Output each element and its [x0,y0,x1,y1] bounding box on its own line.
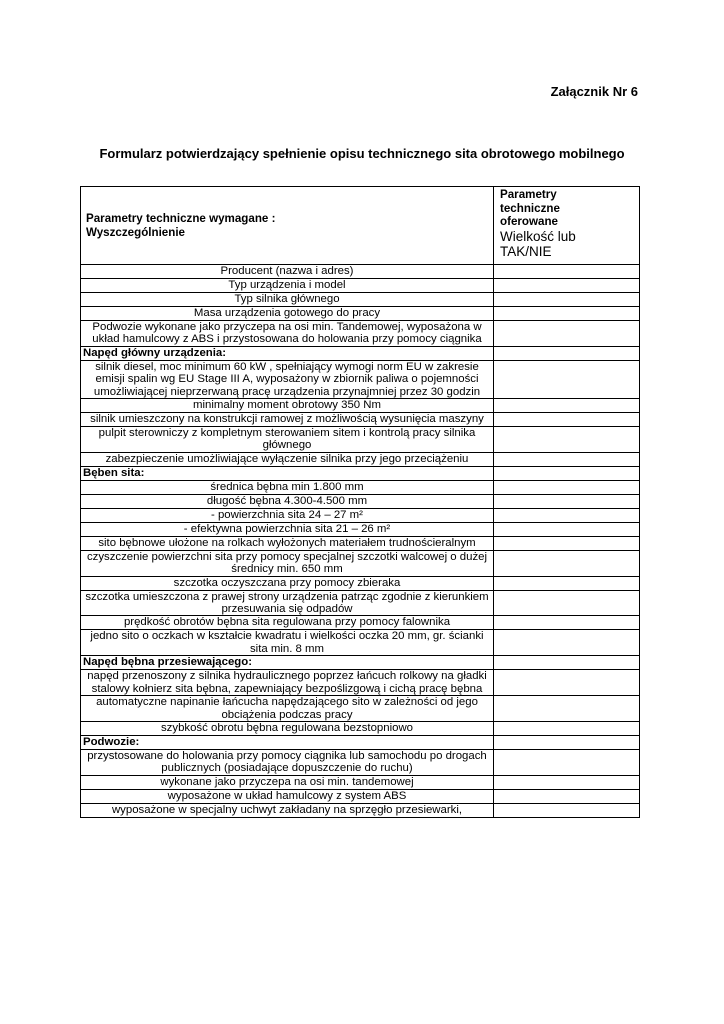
offered-value-cell[interactable] [494,427,640,453]
offered-value-cell[interactable] [494,803,640,817]
section-title: Bęben sita: [81,466,494,480]
offered-value-cell[interactable] [494,293,640,307]
offered-value-cell[interactable] [494,413,640,427]
offered-value-cell[interactable] [494,522,640,536]
requirement-text: długość bębna 4.300-4.500 mm [81,494,494,508]
requirement-text: wyposażone w specjalny uchwyt zakładany na sprzęgło przesiewarki, [81,803,494,817]
requirement-text: wyposażone w układ hamulcowy z system ABS [81,789,494,803]
spec-table [80,186,640,818]
requirement-text: Typ urządzenia i model [81,279,494,293]
offered-value-cell[interactable] [494,789,640,803]
table-row [81,508,640,522]
offered-value-cell[interactable] [494,480,640,494]
requirement-text: pulpit sterowniczy z kompletnym sterowaniem sitem i kontrolą pracy silnika głównego [81,427,494,453]
header-offered-line: techniczne [500,201,560,215]
table-row [81,803,640,817]
table-row [81,413,640,427]
offered-value-cell[interactable] [494,576,640,590]
table-row [81,749,640,775]
table-row [81,293,640,307]
section-header-row [81,346,640,360]
requirement-text: przystosowane do holowania przy pomocy ciągnika lub samochodu po drogach publicznych (posiadające dopuszczenie do ruchu) [81,749,494,775]
offered-value-cell[interactable] [494,656,640,670]
section-title: Podwozie: [81,735,494,749]
requirement-text: szczotka umieszczona z prawej strony urządzenia patrząc zgodnie z kierunkiem przesuwania się odpadów [81,590,494,616]
requirement-text: silnik diesel, moc minimum 60 kW , spełniający wymogi norm EU w zakresie emisji spalin wg EU Stage III A, wyposażony w zbiornik paliwa o pojemności umożliwiającej nieprzerwaną pracę urządzenia przynajmniej przez 30 godzin [81,360,494,398]
offered-value-cell[interactable] [494,670,640,696]
offered-value-cell[interactable] [494,616,640,630]
requirement-text: silnik umieszczony na konstrukcji ramowej z możliwością wysunięcia maszyny [81,413,494,427]
requirement-text: prędkość obrotów bębna sita regulowana przy pomocy falownika [81,616,494,630]
section-title: Napęd główny urządzenia: [81,346,494,360]
table-row [81,427,640,453]
header-required-cell [81,187,494,265]
table-row [81,279,640,293]
header-offered-line: Parametry [500,188,557,201]
table-row [81,721,640,735]
offered-value-cell[interactable] [494,346,640,360]
offered-value-cell[interactable] [494,399,640,413]
table-row [81,670,640,696]
offered-value-cell[interactable] [494,307,640,321]
requirement-text: minimalny moment obrotowy 350 Nm [81,399,494,413]
requirement-text: sito bębnowe ułożone na rolkach wyłożonych materiałem trudnościeralnym [81,536,494,550]
offered-value-cell[interactable] [494,590,640,616]
requirement-text: automatyczne napinanie łańcucha napędzającego sito w zależności od jego obciążenia podczas pracy [81,696,494,722]
document-title: Formularz potwierdzający spełnienie opisu technicznego sita obrotowego mobilnego [99,146,625,161]
offered-value-cell[interactable] [494,775,640,789]
table-row [81,360,640,398]
table-row [81,590,640,616]
annex-label: Załącznik Nr 6 [550,84,638,99]
table-header-row [81,187,640,265]
requirement-text: Producent (nazwa i adres) [81,265,494,279]
offered-value-cell[interactable] [494,735,640,749]
header-offered-line: oferowane [500,215,558,228]
offered-value-cell[interactable] [494,452,640,466]
table-row [81,576,640,590]
offered-value-cell[interactable] [494,696,640,722]
table-row [81,536,640,550]
requirement-text: - efektywna powierzchnia sita 21 – 26 m² [81,522,494,536]
offered-value-cell[interactable] [494,494,640,508]
offered-value-cell[interactable] [494,265,640,279]
offered-value-cell[interactable] [494,360,640,398]
requirement-text: jedno sito o oczkach w kształcie kwadratu i wielkości oczka 20 mm, gr. ścianki sita min. 8 mm [81,630,494,656]
header-required-label: Parametry techniczne wymagane : [86,211,276,225]
table-row [81,696,640,722]
offered-value-cell[interactable] [494,508,640,522]
header-specification-label: Wyszczególnienie [86,225,186,239]
requirement-text: szczotka oczyszczana przy pomocy zbieraka [81,576,494,590]
requirement-text: średnica bębna min 1.800 mm [81,480,494,494]
offered-value-cell[interactable] [494,630,640,656]
requirement-text: zabezpieczenie umożliwiające wyłączenie silnika przy jego przeciążeniu [81,452,494,466]
table-row [81,616,640,630]
offered-value-cell[interactable] [494,550,640,576]
requirement-text: - powierzchnia sita 24 – 27 m² [81,508,494,522]
table-row [81,630,640,656]
requirement-text: szybkość obrotu bębna regulowana bezstopniowo [81,721,494,735]
header-offered-line: Wielkość lub [500,228,576,244]
requirement-text: wykonane jako przyczepa na osi min. tandemowej [81,775,494,789]
section-header-row [81,466,640,480]
requirement-text: napęd przenoszony z silnika hydraulicznego poprzez łańcuch rolkowy na gładki stalowy kołnierz sita bębna, zapewniający bezpoślizgową i cichą pracę bębna [81,670,494,696]
table-row [81,265,640,279]
offered-value-cell[interactable] [494,321,640,347]
table-row [81,399,640,413]
requirement-text: Typ silnika głównego [81,293,494,307]
offered-value-cell[interactable] [494,536,640,550]
requirement-text: Podwozie wykonane jako przyczepa na osi min. Tandemowej, wyposażona w układ hamulcowy z ABS i przystosowana do holowania przy pomocy ciągnika [81,321,494,347]
header-offered-cell [494,187,640,265]
requirement-text: czyszczenie powierzchni sita przy pomocy specjalnej szczotki walcowej o dużej średnicy min. 650 mm [81,550,494,576]
section-title: Napęd bębna przesiewającego: [81,656,494,670]
table-row [81,522,640,536]
table-row [81,480,640,494]
table-row [81,321,640,347]
table-row [81,452,640,466]
section-header-row [81,735,640,749]
table-row [81,307,640,321]
requirement-text: Masa urządzenia gotowego do pracy [81,307,494,321]
table-row [81,550,640,576]
table-row [81,789,640,803]
offered-value-cell[interactable] [494,466,640,480]
offered-value-cell[interactable] [494,279,640,293]
offered-value-cell[interactable] [494,749,640,775]
section-header-row [81,656,640,670]
offered-value-cell[interactable] [494,721,640,735]
table-row [81,494,640,508]
header-offered-line: TAK/NIE [500,244,552,259]
table-row [81,775,640,789]
